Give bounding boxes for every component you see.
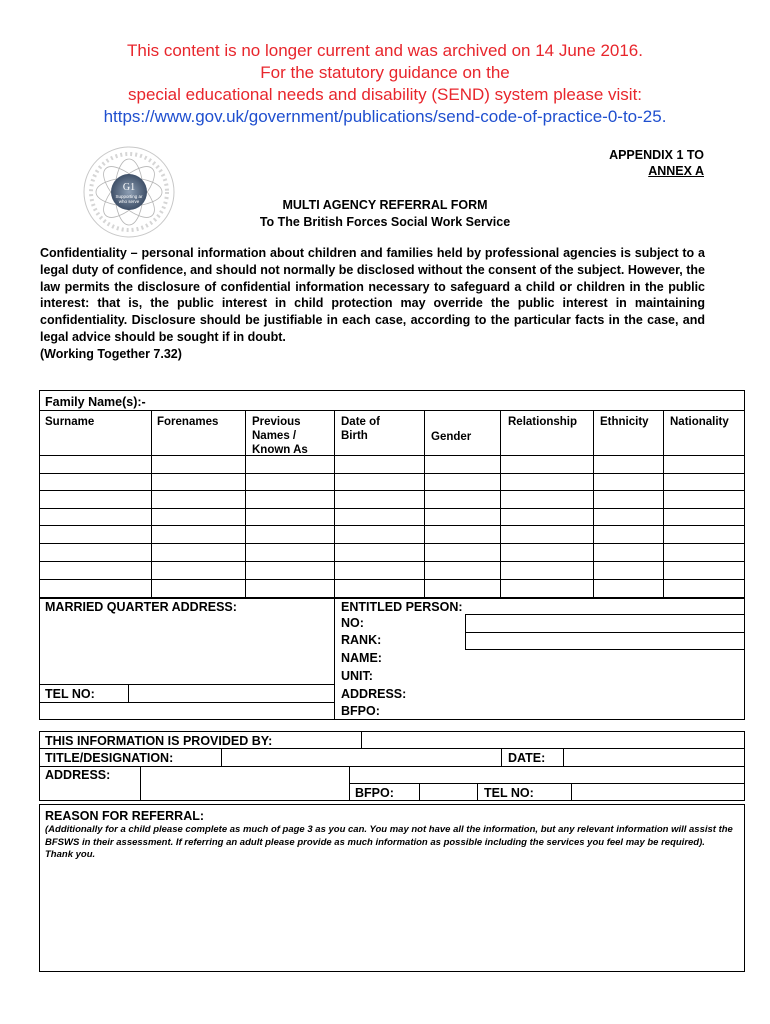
appendix-line-1: APPENDIX 1 TO [609, 148, 704, 162]
col-divider [151, 410, 152, 598]
notice-line-2: For the statutory guidance on the [260, 63, 510, 82]
tel-divider [39, 702, 335, 703]
col-nationality: Nationality [670, 416, 729, 428]
provider-divider [140, 766, 141, 801]
col-divider [245, 410, 246, 598]
confidentiality-statement [40, 245, 705, 363]
row-divider [39, 579, 745, 580]
notice-line-3: special educational needs and disability (SEND) system please visit: [127, 85, 643, 104]
provider-address-field[interactable] [142, 767, 347, 800]
form-title: MULTI AGENCY REFERRAL FORM [282, 198, 488, 212]
notice-url-line [0, 106, 770, 128]
appendix-reference [609, 147, 704, 179]
entitled-no-field[interactable] [467, 615, 743, 631]
provider-bfpo-label: BFPO: [355, 786, 394, 800]
row-divider [39, 455, 745, 456]
address-label: ADDRESS: [341, 687, 407, 701]
row-divider [39, 543, 745, 544]
name-label: NAME: [341, 651, 382, 665]
col-previous-names [252, 415, 308, 457]
archive-notice [0, 40, 770, 128]
form-subtitle: To The British Forces Social Work Service [259, 215, 511, 229]
family-label-divider [39, 410, 745, 411]
form-title-block [0, 197, 770, 231]
mq-address-field[interactable] [41, 618, 333, 682]
row-divider [39, 473, 745, 474]
send-code-link[interactable]: https://www.gov.uk/government/publications/send-code-of-practice-0-to-25 [103, 107, 662, 126]
col-dob-1: Date of [341, 416, 380, 428]
reason-note: (Additionally for a child please complete as much of page 3 as you can. You may not have all the information, but any relevant information will assist the BFSWS in their assessment. If referring an adult please provide as much information as possible including the services you feel may be required). Thank you. [45, 824, 733, 860]
col-divider [500, 410, 501, 598]
reason-for-referral-label: REASON FOR REFERRAL: [45, 809, 205, 823]
notice-url-suffix: . [661, 107, 667, 126]
col-previous-2: Names / [252, 430, 297, 442]
col-relationship: Relationship [508, 416, 578, 428]
col-divider [663, 410, 664, 598]
confidentiality-text: Confidentiality – personal information about children and families held by professional agencies is subject to a legal duty of confidence, and should not normally be disclosed without the consent of the subject. However, the law permits the disclosure of confidential information necessary to safeguard a child or children in the public interest: that is, the public interest in child protection may override the public interest in maintaining confidentiality. Disclosure should be justifiable in each case, according to the particular facts in the case, and legal advice should be sought if in doubt. [40, 246, 705, 344]
tel-no-label: TEL NO: [45, 687, 95, 701]
tel-field-divider [128, 684, 129, 702]
provider-bfpo-field[interactable] [421, 784, 475, 800]
col-divider [334, 410, 335, 598]
entitled-rank-field[interactable] [467, 633, 743, 648]
entitled-person-label: ENTITLED PERSON: [341, 600, 463, 614]
row-divider [39, 508, 745, 509]
logo-tagline-2: who serve [118, 199, 140, 204]
col-forenames: Forenames [157, 416, 219, 428]
reason-field[interactable] [41, 862, 743, 970]
provider-divider [571, 783, 572, 801]
col-date-of-birth [341, 415, 380, 443]
provider-divider [501, 748, 502, 766]
confidentiality-ref: (Working Together 7.32) [40, 346, 182, 361]
mq-tel-field[interactable] [130, 685, 333, 701]
family-name-label: Family Name(s):- [45, 395, 146, 409]
col-surname: Surname [45, 416, 95, 428]
logo-badge: G1 [122, 182, 136, 193]
col-dob-2: Birth [341, 430, 368, 442]
entitled-divider [465, 649, 745, 650]
row-divider [39, 490, 745, 491]
unit-label: UNIT: [341, 669, 373, 683]
col-gender: Gender [431, 431, 472, 443]
no-label: NO: [341, 616, 364, 630]
col-previous-1: Previous [252, 416, 301, 428]
provided-by-field[interactable] [363, 732, 743, 747]
date-field[interactable] [565, 749, 743, 765]
col-divider [424, 410, 425, 598]
row-divider [39, 525, 745, 526]
provider-divider [563, 748, 564, 766]
col-previous-3: Known As [252, 444, 308, 456]
married-quarter-address-label: MARRIED QUARTER ADDRESS: [45, 600, 237, 614]
date-label: DATE: [508, 751, 546, 765]
provider-divider [221, 748, 222, 766]
row-divider [39, 561, 745, 562]
rank-label: RANK: [341, 633, 382, 647]
logo-tagline-1: Supporting ar [115, 194, 143, 199]
col-divider [593, 410, 594, 598]
provided-by-label: THIS INFORMATION IS PROVIDED BY: [45, 734, 273, 748]
entitled-field-divider [465, 614, 466, 649]
bfpo-label: BFPO: [341, 704, 380, 718]
provider-divider [419, 783, 420, 801]
provider-divider [361, 731, 362, 748]
provider-address-label: ADDRESS: [45, 768, 111, 782]
title-designation-label: TITLE/DESIGNATION: [45, 751, 174, 765]
provider-divider [477, 783, 478, 801]
appendix-line-2: ANNEX A [648, 164, 704, 178]
notice-line-1: This content is no longer current and was archived on 14 June 2016. [127, 41, 643, 60]
col-ethnicity: Ethnicity [600, 416, 649, 428]
title-designation-field[interactable] [223, 749, 499, 765]
provider-tel-label: TEL NO: [484, 786, 534, 800]
provider-tel-field[interactable] [573, 784, 743, 800]
